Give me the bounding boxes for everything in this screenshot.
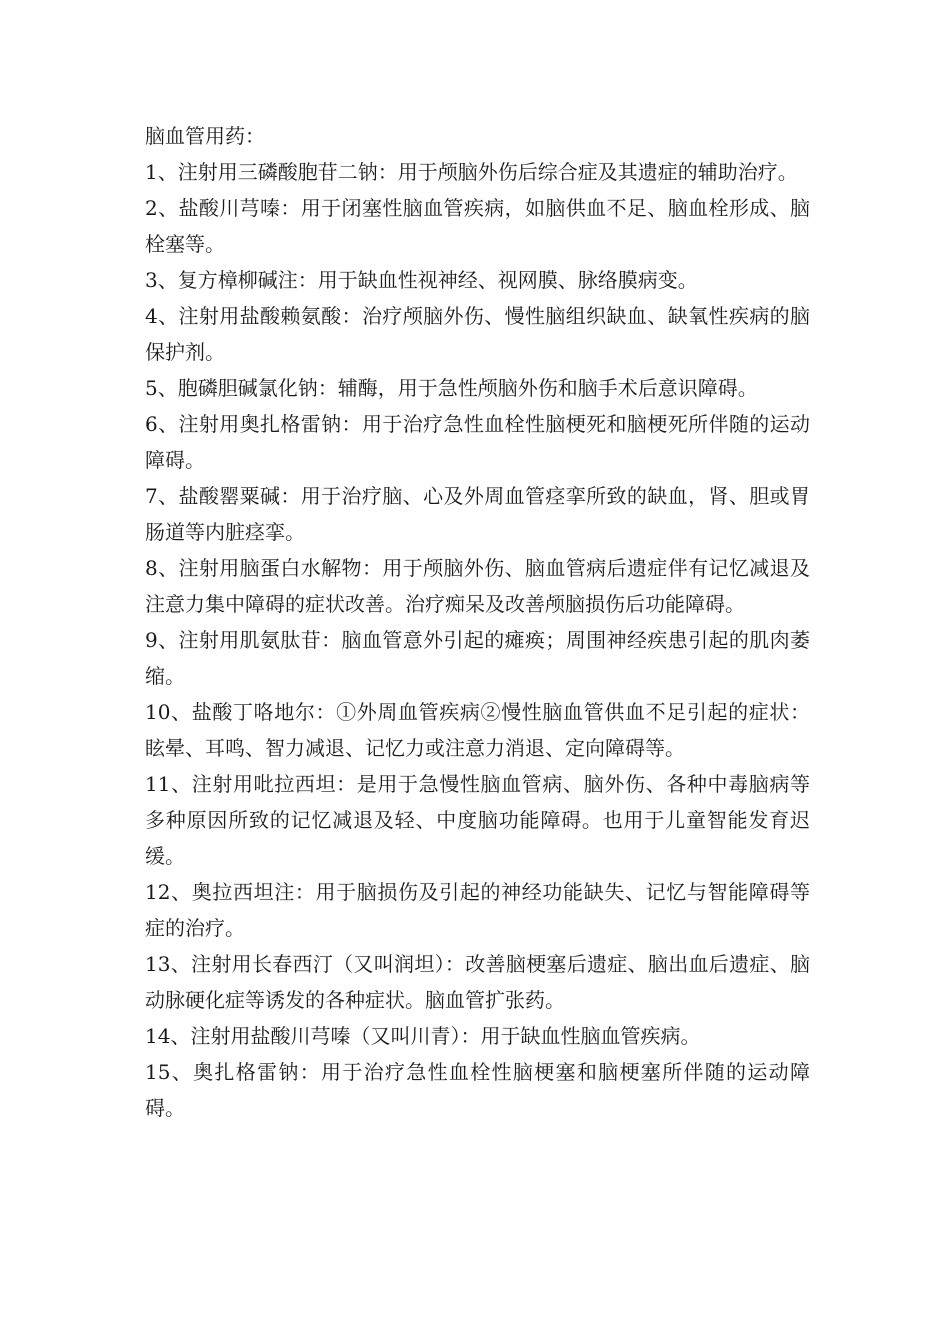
list-item-10: 10、盐酸丁咯地尔：①外周血管疾病②慢性脑血管供血不足引起的症状：眩晕、耳鸣、智力减退、记忆力或注意力消退、定向障碍等。 (145, 700, 810, 760)
list-item-7: 7、盐酸罂粟碱：用于治疗脑、心及外周血管痉挛所致的缺血，肾、胆或胃肠道等内脏痉挛。 (145, 484, 810, 544)
list-item-2: 2、盐酸川芎嗪：用于闭塞性脑血管疾病，如脑供血不足、脑血栓形成、脑栓塞等。 (145, 196, 810, 256)
document-heading: 脑血管用药： (145, 124, 265, 148)
list-item-14: 14、注射用盐酸川芎嗪（又叫川青）：用于缺血性脑血管疾病。 (145, 1024, 701, 1048)
list-item-1: 1、注射用三磷酸胞苷二钠：用于颅脑外伤后综合症及其遗症的辅助治疗。 (145, 160, 798, 184)
list-item-9: 9、注射用肌氨肽苷：脑血管意外引起的瘫痪；周围神经疾患引起的肌肉萎缩。 (145, 628, 810, 688)
list-item-15: 15、奥扎格雷钠：用于治疗急性血栓性脑梗塞和脑梗塞所伴随的运动障碍。 (145, 1060, 810, 1120)
list-item-11: 11、注射用吡拉西坦：是用于急慢性脑血管病、脑外伤、各种中毒脑病等多种原因所致的记忆减退及轻、中度脑功能障碍。也用于儿童智能发育迟缓。 (145, 772, 810, 868)
list-item-4: 4、注射用盐酸赖氨酸：治疗颅脑外伤、慢性脑组织缺血、缺氧性疾病的脑保护剂。 (145, 304, 810, 364)
document-body (145, 118, 810, 1126)
list-item-6: 6、注射用奥扎格雷钠：用于治疗急性血栓性脑梗死和脑梗死所伴随的运动障碍。 (145, 412, 810, 472)
list-item-8: 8、注射用脑蛋白水解物：用于颅脑外伤、脑血管病后遗症伴有记忆减退及注意力集中障碍的症状改善。治疗痴呆及改善颅脑损伤后功能障碍。 (145, 556, 810, 616)
list-item-12: 12、奥拉西坦注：用于脑损伤及引起的神经功能缺失、记忆与智能障碍等症的治疗。 (145, 880, 810, 940)
list-item-5: 5、胞磷胆碱氯化钠：辅酶，用于急性颅脑外伤和脑手术后意识障碍。 (145, 376, 758, 400)
list-item-3: 3、复方樟柳碱注：用于缺血性视神经、视网膜、脉络膜病变。 (145, 268, 698, 292)
list-item-13: 13、注射用长春西汀（又叫润坦）：改善脑梗塞后遗症、脑出血后遗症、脑动脉硬化症等诱发的各种症状。脑血管扩张药。 (145, 952, 810, 1012)
